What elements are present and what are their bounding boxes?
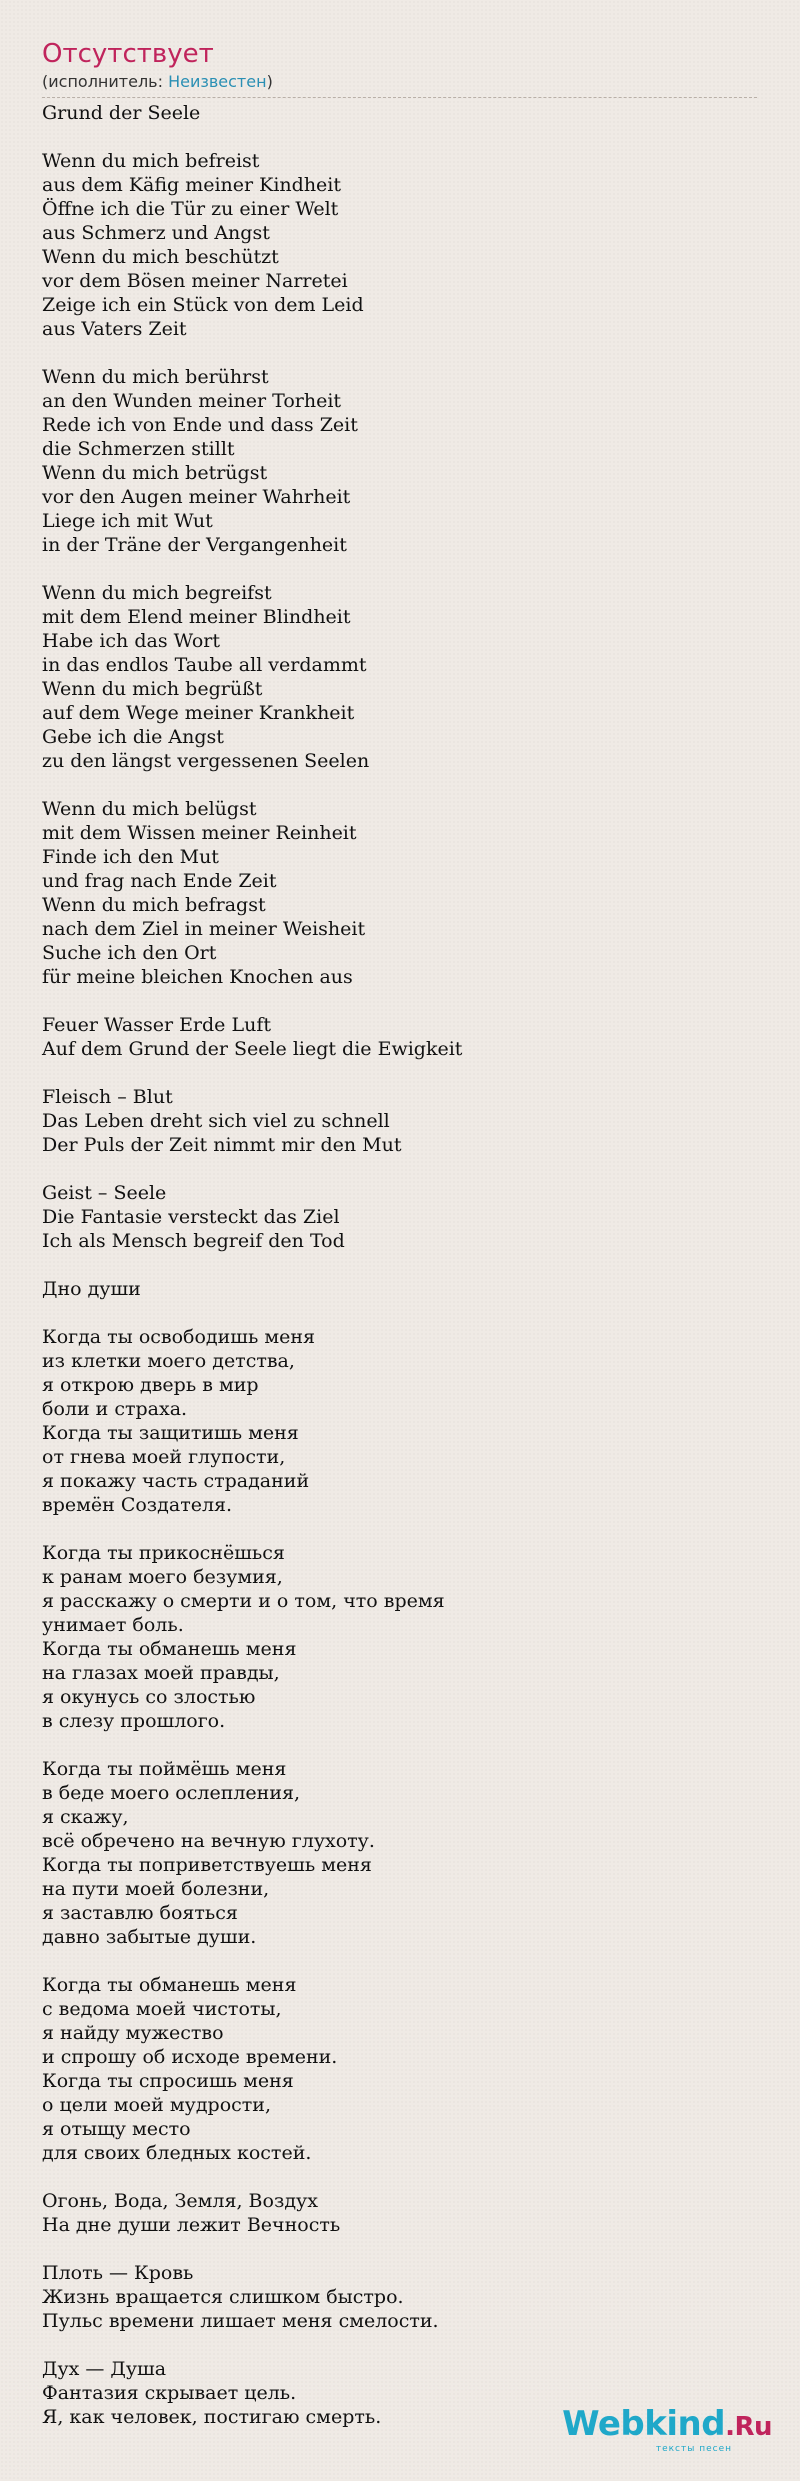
lyric-line: zu den längst vergessenen Seelen: [42, 750, 370, 772]
song-title: Отсутствует: [42, 39, 214, 69]
lyric-line: боли и страха.: [42, 1398, 188, 1420]
lyric-line: mit dem Wissen meiner Reinheit: [42, 822, 357, 844]
lyric-line: Плоть — Кровь: [42, 2262, 194, 2284]
lyric-line: Finde ich den Mut: [42, 846, 219, 868]
lyric-line: Gebe ich die Angst: [42, 726, 224, 748]
artist-prefix: (исполнитель:: [42, 72, 169, 91]
lyric-line: Wenn du mich berührst: [42, 366, 269, 388]
artist-line: [42, 72, 757, 92]
logo-tld: .Ru: [725, 2412, 772, 2442]
lyric-line: Когда ты поприветствуешь меня: [42, 1854, 372, 1876]
stanza-break: [42, 2333, 762, 2357]
lyric-line: я открою дверь в мир: [42, 1374, 259, 1396]
stanza-break: [42, 1253, 762, 1277]
lyric-line: я расскажу о смерти и о том, что время: [42, 1590, 445, 1612]
lyric-line: auf dem Wege meiner Krankheit: [42, 702, 355, 724]
lyric-line: Rede ich von Ende und dass Zeit: [42, 414, 358, 436]
lyric-line: я заставлю бояться: [42, 1902, 238, 1924]
lyric-line: Жизнь вращается слишком быстро.: [42, 2286, 404, 2308]
lyric-line: Suche ich den Ort: [42, 942, 217, 964]
lyric-line: die Schmerzen stillt: [42, 438, 235, 460]
lyric-line: in der Träne der Vergangenheit: [42, 534, 347, 556]
header-divider: [42, 97, 757, 98]
stanza-break: [42, 341, 762, 365]
stanza-break: [42, 773, 762, 797]
lyric-line: всё обречено на вечную глухоту.: [42, 1830, 375, 1852]
lyric-line: Я, как человек, постигаю смерть.: [42, 2406, 382, 2428]
stanza-break: [42, 1157, 762, 1181]
stanza-break: [42, 557, 762, 581]
lyric-line: На дне души лежит Вечность: [42, 2214, 341, 2236]
lyric-line: Когда ты спросишь меня: [42, 2070, 294, 2092]
lyric-line: Wenn du mich befragst: [42, 894, 266, 916]
lyric-line: Fleisch – Blut: [42, 1086, 173, 1108]
lyric-line: давно забытые души.: [42, 1926, 257, 1948]
logo-tagline: тексты песен: [655, 2444, 732, 2454]
lyric-line: о цели моей мудрости,: [42, 2094, 271, 2116]
lyric-line: Feuer Wasser Erde Luft: [42, 1014, 271, 1036]
lyric-line: Öffne ich die Tür zu einer Welt: [42, 198, 339, 220]
stanza-break: [42, 1733, 762, 1757]
lyric-line: Когда ты обманешь меня: [42, 1638, 297, 1660]
lyric-line: Liege ich mit Wut: [42, 510, 213, 532]
lyric-line: und frag nach Ende Zeit: [42, 870, 277, 892]
song-header: [42, 38, 757, 98]
lyric-line: Когда ты обманешь меня: [42, 1974, 297, 1996]
lyric-line: и спрошу об исходе времени.: [42, 2046, 338, 2068]
lyric-line: я отыщу место: [42, 2118, 191, 2140]
lyric-line: Дно души: [42, 1278, 141, 1300]
lyric-line: Огонь, Вода, Земля, Воздух: [42, 2190, 318, 2212]
lyric-line: Пульс времени лишает меня смелости.: [42, 2310, 439, 2332]
stanza-break: [42, 1949, 762, 1973]
lyric-line: vor den Augen meiner Wahrheit: [42, 486, 351, 508]
lyric-line: aus dem Käfig meiner Kindheit: [42, 174, 342, 196]
lyric-line: Когда ты поймёшь меня: [42, 1758, 287, 1780]
lyric-line: Geist – Seele: [42, 1182, 167, 1204]
lyric-line: из клетки моего детства,: [42, 1350, 295, 1372]
lyric-line: Wenn du mich beschützt: [42, 246, 279, 268]
artist-suffix: ): [266, 72, 273, 91]
lyric-line: Habe ich das Wort: [42, 630, 221, 652]
lyric-line: für meine bleichen Knochen aus: [42, 966, 353, 988]
stanza-break: [42, 125, 762, 149]
lyric-line: Wenn du mich befreist: [42, 150, 260, 172]
lyric-line: Der Puls der Zeit nimmt mir den Mut: [42, 1134, 402, 1156]
lyric-line: Фантазия скрывает цель.: [42, 2382, 297, 2404]
lyric-line: времён Создателя.: [42, 1494, 233, 1516]
lyric-line: Wenn du mich begrüßt: [42, 678, 263, 700]
lyric-line: aus Schmerz und Angst: [42, 222, 270, 244]
lyric-line: Когда ты освободишь меня: [42, 1326, 316, 1348]
lyric-line: Дух — Душа: [42, 2358, 167, 2380]
lyrics-text: [42, 101, 762, 2429]
stanza-break: [42, 989, 762, 1013]
lyric-line: на глазах моей правды,: [42, 1662, 280, 1684]
lyric-line: я скажу,: [42, 1806, 129, 1828]
lyric-line: an den Wunden meiner Torheit: [42, 390, 342, 412]
lyric-line: Grund der Seele: [42, 102, 201, 124]
stanza-break: [42, 1301, 762, 1325]
logo-wordmark: [562, 2405, 772, 2446]
lyric-line: с ведома моей чистоты,: [42, 1998, 282, 2020]
lyric-line: в слезу прошлого.: [42, 1710, 226, 1732]
lyric-line: Wenn du mich begreifst: [42, 582, 272, 604]
lyric-line: к ранам моего безумия,: [42, 1566, 283, 1588]
logo-main-text: Webkind: [562, 2404, 726, 2444]
lyric-line: на пути моей болезни,: [42, 1878, 270, 1900]
lyric-line: mit dem Elend meiner Blindheit: [42, 606, 351, 628]
lyric-line: nach dem Ziel in meiner Weisheit: [42, 918, 366, 940]
lyric-line: от гнева моей глупости,: [42, 1446, 286, 1468]
stanza-break: [42, 1061, 762, 1085]
lyric-line: aus Vaters Zeit: [42, 318, 187, 340]
lyric-line: Das Leben dreht sich viel zu schnell: [42, 1110, 390, 1132]
lyric-line: Wenn du mich belügst: [42, 798, 257, 820]
lyric-line: я покажу часть страданий: [42, 1470, 310, 1492]
lyric-line: я окунусь со злостью: [42, 1686, 256, 1708]
lyric-line: Ich als Mensch begreif den Tod: [42, 1230, 345, 1252]
lyric-line: in das endlos Taube all verdammt: [42, 654, 367, 676]
lyric-line: унимает боль.: [42, 1614, 184, 1636]
lyric-line: Auf dem Grund der Seele liegt die Ewigkeit: [42, 1038, 463, 1060]
lyric-line: Wenn du mich betrügst: [42, 462, 268, 484]
lyric-line: Zeige ich ein Stück von dem Leid: [42, 294, 364, 316]
lyric-line: Когда ты прикоснёшься: [42, 1542, 285, 1564]
lyric-line: Die Fantasie versteckt das Ziel: [42, 1206, 340, 1228]
artist-link[interactable]: Неизвестен: [168, 72, 267, 91]
lyric-line: в беде моего ослепления,: [42, 1782, 301, 1804]
lyric-line: Когда ты защитишь меня: [42, 1422, 299, 1444]
lyric-line: я найду мужество: [42, 2022, 224, 2044]
lyric-line: vor dem Bösen meiner Narretei: [42, 270, 348, 292]
stanza-break: [42, 1517, 762, 1541]
stanza-break: [42, 2237, 762, 2261]
lyric-line: для своих бледных костей.: [42, 2142, 312, 2164]
webkind-logo[interactable]: [562, 2405, 772, 2454]
stanza-break: [42, 2165, 762, 2189]
